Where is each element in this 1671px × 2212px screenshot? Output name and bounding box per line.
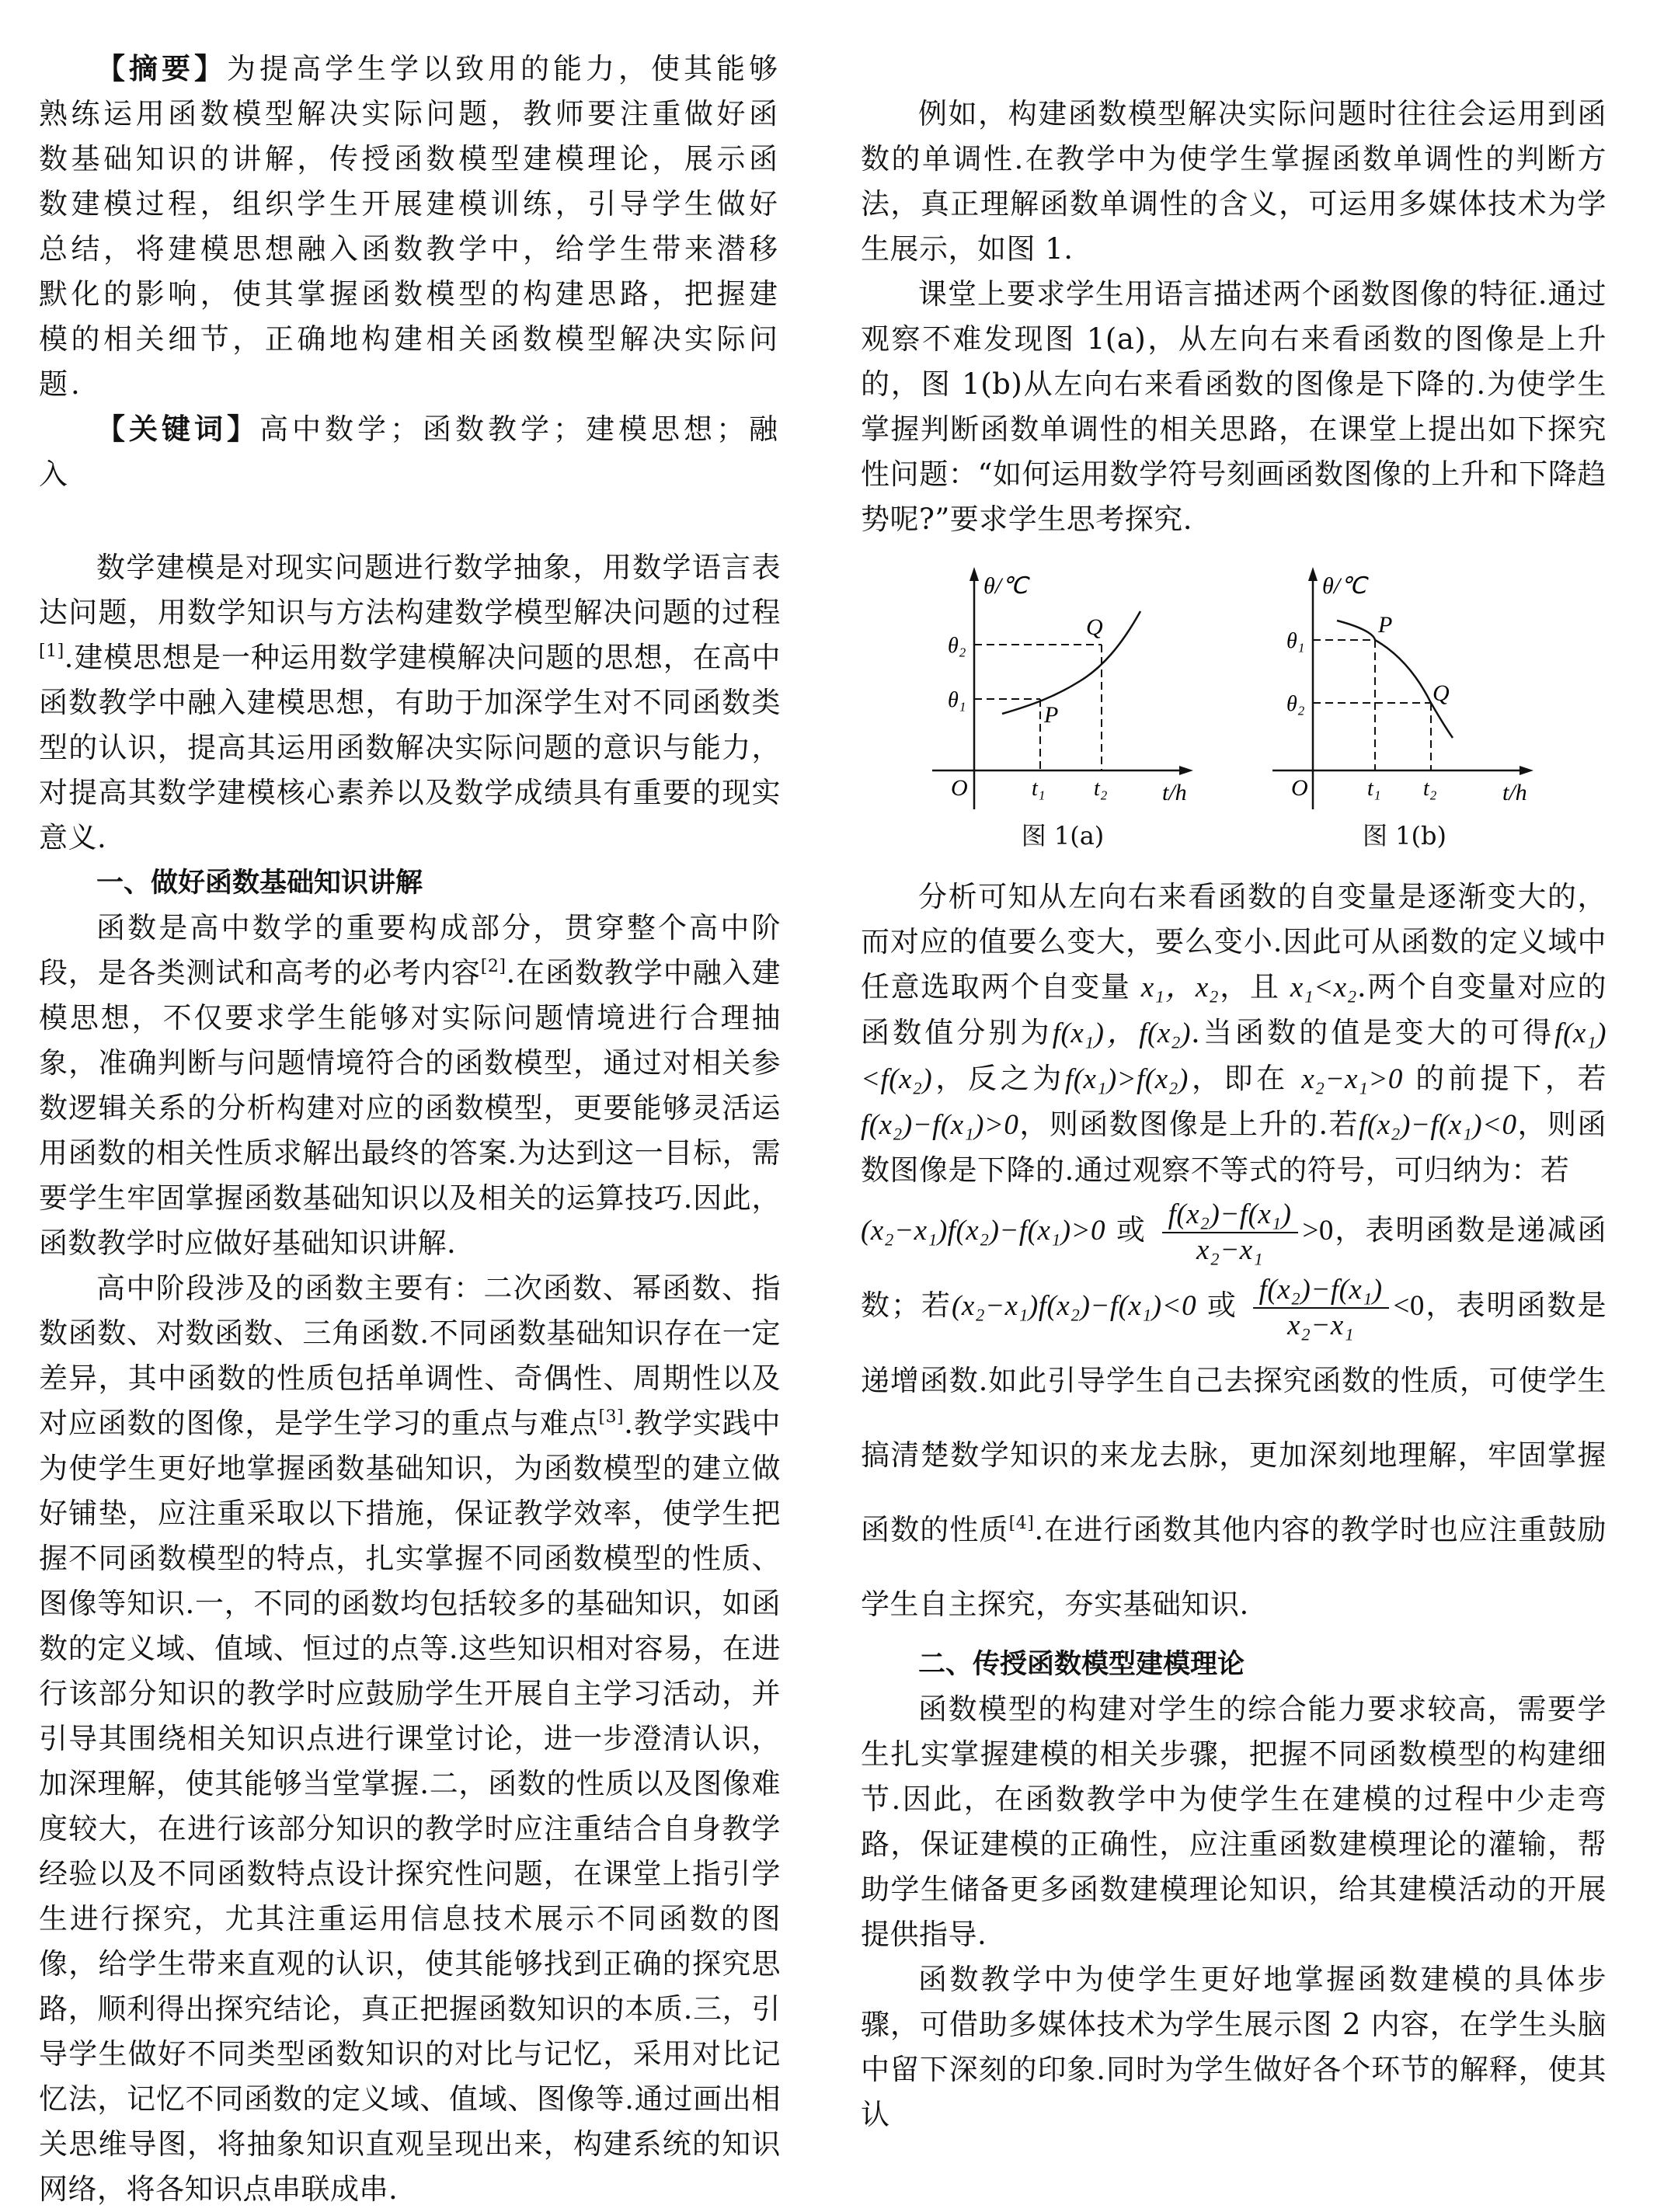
- s1p5-text-m: ，表明函数是递增函数.如此引导学生自己去探究函数的性质，可使学生搞清楚数学知识的来龙去脉，更加深刻地理解，牢固掌握函数的性质: [861, 1289, 1607, 1546]
- intro-text-2: .建模思想是一种运用数学建模解决问题的思想，在高中函数教学中融入建模思想，有助于加深学生对不同函数类型的认识，提高其运用函数解决实际问题的意识与能力，对提高其数学建模核心素养以及数学成绩具有重要的现实意义.: [39, 641, 781, 854]
- abstract-label: 【摘要】: [96, 52, 227, 85]
- fraction-1-denominator: x₂−x₁: [1196, 1233, 1264, 1266]
- point-p-label: P: [1044, 702, 1059, 728]
- y-tick-theta1: θ₁: [1286, 629, 1305, 653]
- fraction-2-denominator: x₂−x₁: [1287, 1309, 1355, 1341]
- fraction-2-numerator: f(x₂)−f(x₁): [1253, 1273, 1389, 1309]
- fraction-2: [1253, 1273, 1389, 1343]
- continued-text-slot: [861, 47, 1607, 92]
- s1p5-text-g: 的前提下，若: [1402, 1062, 1607, 1095]
- s1p5-text-k: ，表明函数是递减函数；若: [861, 1213, 1607, 1322]
- y-axis-label: θ/℃: [1322, 573, 1366, 599]
- x-axis-label: t/h: [1502, 780, 1527, 805]
- x-tick-t2: t₂: [1423, 777, 1437, 801]
- fraction-1: [1162, 1198, 1298, 1268]
- math-lt0: <0: [1393, 1290, 1425, 1322]
- s1p5-text-b: ，且: [1219, 970, 1290, 1003]
- point-q-label: Q: [1433, 680, 1450, 706]
- section-1-paragraph-5: [861, 875, 1607, 1193]
- citation-3: [3]: [598, 1407, 625, 1427]
- math-prod-lt0: (x₂−x₁)f(x₂)−f(x₁)<0: [952, 1290, 1197, 1322]
- s1p1-text-1: 函数是高中数学的重要构成部分，贯穿整个高中阶段，是各类测试和高考的必考内容: [39, 911, 781, 989]
- section-2-paragraph-2: 函数教学中为使学生更好地掌握函数建模的具体步骤，可借助多媒体技术为学生展示图 2 内容，在学生头脑中留下深刻的印象.同时为学生做好各个环节的解释，使其认: [861, 1963, 1607, 2131]
- y-axis-label: θ/℃: [983, 573, 1028, 599]
- citation-1: [1]: [39, 642, 64, 661]
- fraction-1-numerator: f(x₂)−f(x₁): [1162, 1198, 1298, 1233]
- x-tick-t1: t₁: [1032, 777, 1046, 801]
- s1p5-text-f: ，即在: [1188, 1062, 1302, 1095]
- intro-text-1: 数学建模是对现实问题进行数学抽象，用数学语言表达问题，用数学知识与方法构建数学模型解决问题的过程: [39, 551, 781, 629]
- section-2-heading: 二、传授函数模型建模理论: [918, 1649, 1245, 1680]
- s1p5-text-d: .当函数的值是变大的可得: [1190, 1016, 1555, 1049]
- figure-1a-plot: [907, 553, 1218, 817]
- math-x1-x2: x₁，x₂: [1140, 972, 1220, 1003]
- x-axis-label: t/h: [1162, 780, 1187, 805]
- keywords-paragraph: [39, 407, 781, 497]
- intro-paragraph: [39, 545, 781, 861]
- spacer: [39, 497, 781, 545]
- math-gt0: >0: [1302, 1215, 1334, 1247]
- keywords-label: 【关键词】: [96, 412, 259, 446]
- abstract-text: 为提高学生学以致用的能力，使其能够熟练运用函数模型解决实际问题，教师要注重做好函数基础知识的讲解，传授函数模型建模理论，展示函数建模过程，组织学生开展建模训练，引导学生做好总结，将建模思想融入函数教学中，给学生带来潜移默化的影响，使其掌握函数模型的构建思路，把握建模的相关细节，正确地构建相关函数模型解决实际问题.: [39, 52, 781, 401]
- section-1-paragraph-3: 例如，构建函数模型解决实际问题时往往会运用到函数的单调性.在教学中为使学生掌握函数单调性的判断方法，真正理解函数单调性的含义，可运用多媒体技术为学生展示，如图 1.: [861, 97, 1607, 266]
- s1p5-text-i: ，则函数图像是下降的.通过观察不等式的符号，可归纳为：若: [861, 1108, 1607, 1187]
- figure-1a-caption: 图 1(a): [1021, 821, 1105, 850]
- figure-1b-plot: [1249, 553, 1560, 817]
- s1p2-text-1: 高中阶段涉及的函数主要有：二次函数、幂函数、指数函数、对数函数、三角函数.不同函数基础知识存在一定差异，其中函数的性质包括单调性、奇偶性、周期性以及对应函数的图像，是学生学习的重点与难点: [39, 1271, 781, 1440]
- math-fx1-gt-fx2: f(x₁)>f(x₂): [1064, 1063, 1189, 1095]
- s1p5-text-a: 分析可知从左向右来看函数的自变量是逐渐变大的，而对应的值要么变大，要么变小.因此可从函数的定义域中任意选取两个自变量: [861, 880, 1607, 1003]
- math-prod-gt0: (x₂−x₁)f(x₂)−f(x₁)>0: [861, 1215, 1106, 1247]
- x-tick-t2: t₂: [1094, 777, 1108, 801]
- decreasing-curve: [1337, 621, 1453, 738]
- x-tick-t1: t₁: [1367, 777, 1381, 801]
- s1p5-text-e: ，反之为: [932, 1062, 1065, 1095]
- math-diff-gt0: f(x₂)−f(x₁)>0: [861, 1109, 1019, 1141]
- math-x2-minus-x1: x₂−x₁>0: [1301, 1063, 1403, 1095]
- y-tick-theta1: θ₁: [948, 688, 966, 712]
- citation-2: [2]: [480, 957, 507, 976]
- citation-4: [4]: [1008, 1514, 1035, 1533]
- section-2-paragraph-1: 函数模型的构建对学生的综合能力要求较高，需要学生扎实掌握建模的相关步骤，把握不同函数模型的构建细节.因此，在函数教学中为使学生在建模的过程中少走弯路，保证建模的正确性，应注重函数建模理论的灌输，帮助学生储备更多函数建模理论知识，给其建模活动的开展提供指导.: [861, 1692, 1607, 1951]
- section-1-paragraph-4: 课堂上要求学生用语言描述两个函数图像的特征.通过观察不难发现图 1(a)，从左向右来看函数的图像是上升的，图 1(b)从左向右来看函数的图像是下降的.为使学生掌握判断函数单调性的相关思路，在课堂上提出如下探究性问题：“如何运用数学符号刻画函数图像的上升和下降趋势呢?”要求学生思考探究.: [861, 277, 1607, 536]
- abstract-paragraph: [39, 47, 781, 407]
- keywords-text: 高中数学；函数教学；建模思想；融入: [39, 412, 781, 491]
- figure-1b-caption: 图 1(b): [1363, 821, 1446, 850]
- math-diff-lt0: f(x₂)−f(x₁)<0: [1359, 1109, 1517, 1141]
- s1p5-text-l: 或: [1196, 1289, 1248, 1322]
- s1p1-text-2: .在函数教学中融入建模思想，不仅要求学生能够对实际问题情境进行合理抽象，准确判断与问题情境符合的函数模型，通过对相关参数逻辑关系的分析构建对应的函数模型，更要能够灵活运用函数的相关性质求解出最终的答案.为达到这一目标，需要学生牢固掌握函数基础知识以及相关的运算技巧.因此，函数教学时应做好基础知识讲解.: [39, 956, 782, 1260]
- math-fx1-fx2: f(x₁)，f(x₂): [1052, 1017, 1191, 1049]
- math-fx1-lt-fx2: f(x₁)<f(x₂): [861, 1017, 1607, 1095]
- s1p5-text-n: .在进行函数其他内容的教学时也应注重鼓励学生自主探究，夯实基础知识.: [861, 1513, 1607, 1621]
- point-q-label: Q: [1086, 614, 1103, 640]
- y-tick-theta2: θ₂: [948, 634, 966, 658]
- left-column: [39, 47, 781, 2212]
- section-1-paragraph-5-formula-1: [861, 1193, 1607, 1642]
- right-column: [861, 47, 1607, 2137]
- s1p5-text-c: .两个自变量对应的函数值分别为: [861, 970, 1607, 1049]
- figure-1b: [1249, 553, 1560, 851]
- increasing-curve: [1002, 611, 1140, 714]
- y-axis-arrow: [970, 567, 979, 581]
- section-1-paragraph-2: [39, 1266, 781, 2212]
- s1p2-text-2: .教学实践中为使学生更好地掌握函数基础知识，为函数模型的建立做好铺垫，应注重采取以下措施，保证教学效率，使学生把握不同函数模型的特点，扎实掌握不同函数模型的性质、图像等知识.一，不同的函数均包括较多的基础知识，如函数的定义域、值域、恒过的点等.这些知识相对容易，在进行该部分知识的教学时应鼓励学生开展自主学习活动，并引导其围绕相关知识点进行课堂讨论，进一步澄清认识，加深理解，使其能够当堂掌握.二，函数的性质以及图像难度较大，在进行该部分知识的教学时应注重结合自身教学经验以及不同函数特点设计探究性问题，在课堂上指引学生进行探究，尤其注重运用信息技术展示不同函数的图像，给学生带来直观的认识，使其能够找到正确的探究思路，顺利得出探究结论，真正把握函数知识的本质.三，引导学生做好不同类型函数知识的对比与记忆，采用对比记忆法，记忆不同函数的定义域、值域、图像等.通过画出相关思维导图，将抽象知识直观呈现出来，构建系统的知识网络，将各知识点串联成串.: [39, 1407, 781, 2206]
- math-x1-lt-x2: x₁<x₂: [1290, 972, 1357, 1003]
- s1p5-text-h: ，则函数图像是上升的.若: [1018, 1108, 1359, 1141]
- section-1-paragraph-1: [39, 906, 781, 1266]
- point-p-label: P: [1378, 612, 1393, 638]
- origin-label: O: [951, 775, 968, 801]
- section-1-heading: 一、做好函数基础知识讲解: [96, 868, 423, 899]
- x-axis-arrow: [1179, 766, 1193, 775]
- x-axis-arrow: [1520, 766, 1533, 775]
- origin-label: O: [1291, 775, 1308, 801]
- figure-1a: [907, 553, 1218, 851]
- s1p5-text-j: 或: [1105, 1213, 1158, 1247]
- y-tick-theta2: θ₂: [1286, 692, 1305, 716]
- abstract: [39, 47, 781, 497]
- y-axis-arrow: [1308, 567, 1318, 581]
- figure-1: [861, 553, 1607, 851]
